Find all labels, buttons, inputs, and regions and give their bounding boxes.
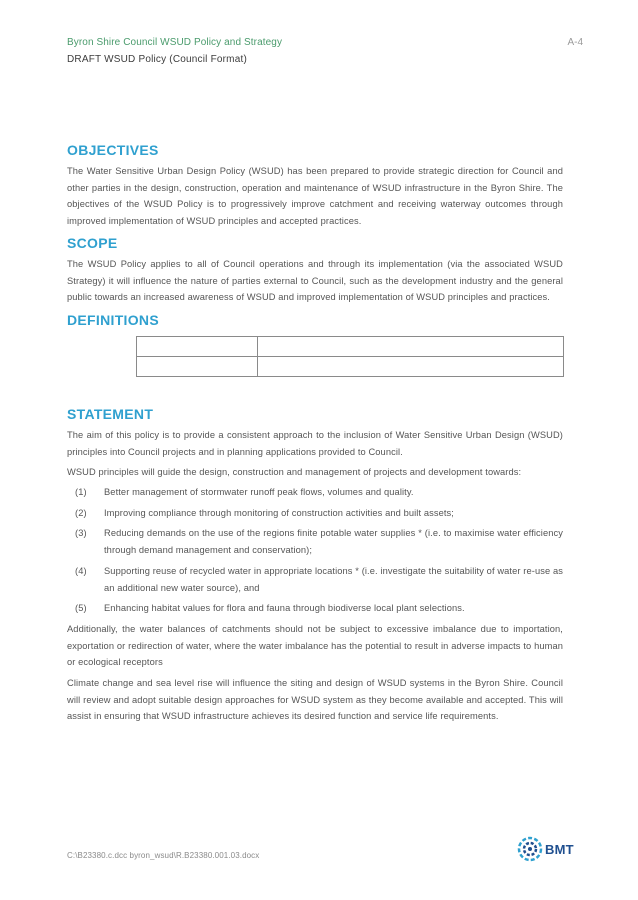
header-title: Byron Shire Council WSUD Policy and Strategy xyxy=(67,37,283,48)
list-item-number: (4) xyxy=(75,565,87,576)
scope-heading: SCOPE xyxy=(67,234,118,251)
list-item-number: (1) xyxy=(75,487,87,498)
list-item-text: Enhancing habitat values for flora and fauna through biodiverse local plant selections. xyxy=(104,603,465,614)
list-item xyxy=(67,484,563,501)
page-number: A-4 xyxy=(567,37,583,48)
definition-text-cell xyxy=(258,356,564,376)
bmt-logo xyxy=(517,836,574,862)
list-item-text: Supporting reuse of recycled water in appropriate locations * (i.e. investigate the suitability of water re-use as an additional new water source), and xyxy=(104,565,563,593)
list-item-number: (2) xyxy=(75,507,87,518)
principles-list xyxy=(67,484,563,617)
statement-balance: Additionally, the water balances of catchments should not be subject to excessive imbalance due to importation, exportation or redirection of water, where the water imbalance has the potential to result in adverse impacts to human or ecological receptors xyxy=(67,623,563,668)
list-item xyxy=(67,525,563,558)
objectives-text: The Water Sensitive Urban Design Policy (WSUD) has been prepared to provide strategic direction for Council and other parties in the design, construction, operation and maintenance of WSUD infrastructure in the Byron Shire. The objectives of the WSUD Policy is to progressively improve catchment and receiving waterway outcomes through improved implementation of WSUD principles and accepted practices. xyxy=(67,166,563,227)
definition-text-cell xyxy=(258,336,564,356)
definition-term-cell xyxy=(137,356,258,376)
statement-climate: Climate change and sea level rise will influence the siting and design of WSUD systems in the Byron Shire. Council will review and adopt suitable design approaches for WSUD system as they become available and accepted. This will assist in ensuring that WSUD infrastructure achieves its desired function and service life requirements. xyxy=(67,678,563,722)
objectives-heading: OBJECTIVES xyxy=(67,142,159,158)
table-row xyxy=(137,356,564,376)
list-item-text: Reducing demands on the use of the regions finite potable water supplies * (i.e. to maximise water efficiency through demand management and conservation); xyxy=(104,528,563,556)
list-item xyxy=(67,600,563,617)
bmt-logo-icon xyxy=(517,836,543,862)
definition-term-cell xyxy=(137,336,258,356)
footer-file-path: C:\B23380.c.dcc byron_wsud\R.B23380.001.03.docx xyxy=(67,851,260,860)
page-content xyxy=(67,140,563,725)
statement-principles-lead: WSUD principles will guide the design, construction and management of projects and development towards: xyxy=(67,467,522,478)
list-item-text: Better management of stormwater runoff peak flows, volumes and quality. xyxy=(104,487,414,498)
definitions-heading: DEFINITIONS xyxy=(67,311,159,328)
list-item-text: Improving compliance through monitoring of construction activities and built assets; xyxy=(104,507,454,518)
definitions-table xyxy=(136,336,564,377)
header-subtitle: DRAFT WSUD Policy (Council Format) xyxy=(67,54,247,65)
bmt-logo-text: BMT xyxy=(545,841,574,857)
table-row xyxy=(137,336,564,356)
list-item-number: (5) xyxy=(75,603,87,614)
statement-intro: The aim of this policy is to provide a consistent approach to the inclusion of Water Sensitive Urban Design (WSUD) principles into Council projects and in planning applications provided to Council. xyxy=(67,429,563,457)
list-item-number: (3) xyxy=(75,528,87,539)
statement-heading: STATEMENT xyxy=(67,405,154,422)
list-item xyxy=(67,563,563,596)
list-item xyxy=(67,505,563,522)
scope-text: The WSUD Policy applies to all of Council operations and through its implementation (via the associated WSUD Strategy) it will influence the nature of parties external to Council, such as the development industry and the general public towards an increased awareness of WSUD and improved implementation of WSUD principles and practices. xyxy=(67,258,563,303)
